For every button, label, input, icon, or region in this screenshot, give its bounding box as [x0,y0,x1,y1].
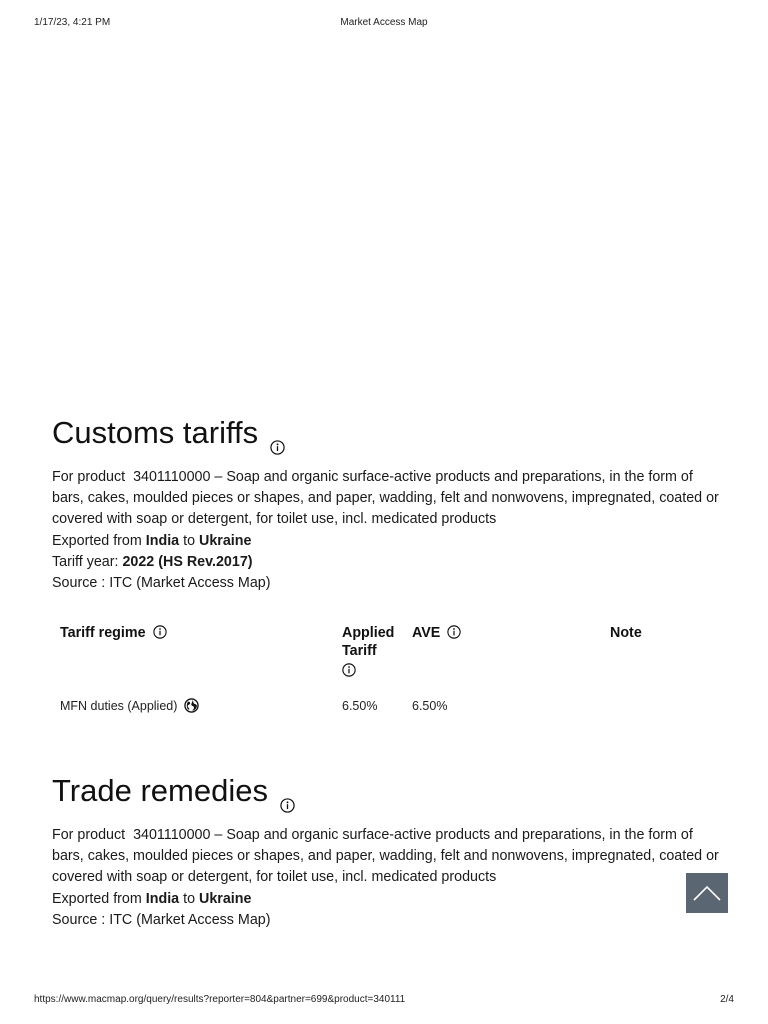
trade-remedies-section [52,773,722,931]
tariff-year-label: Tariff year: [52,553,123,570]
trade-remedies-title [52,773,722,809]
header-ave-label: AVE [412,625,441,641]
header-tariff-regime [60,624,167,642]
exported-label: Exported from [52,532,146,549]
scroll-to-top-button[interactable] [686,873,728,913]
info-circle-icon[interactable] [447,625,461,639]
customs-source: Source : ITC (Market Access Map) [52,575,271,592]
remedies-exported-line [52,889,722,910]
customs-tariffs-section [52,415,722,594]
header-tariff-regime-label: Tariff regime [60,625,146,641]
header-applied-line2: Tariff [342,643,377,659]
info-circle-icon[interactable] [270,427,285,442]
info-circle-icon[interactable] [280,785,295,800]
to-country: Ukraine [199,532,252,549]
print-page-number: 2/4 [720,994,734,1005]
customs-tariffs-title [52,415,722,451]
exported-label: Exported from [52,890,146,907]
row-applied-tariff: 6.50% [342,699,378,713]
row-ave: 6.50% [412,699,448,713]
header-applied-tariff [342,624,402,680]
product-prefix: For product [52,827,134,843]
print-datetime: 1/17/23, 4:21 PM [34,17,111,28]
tariff-year-value: 2022 (HS Rev.2017) [122,553,253,570]
from-country: India [145,532,180,549]
to-country: Ukraine [199,890,252,907]
globe-icon[interactable] [184,698,199,713]
customs-tariff-year-line [52,552,722,573]
print-page-title: Market Access Map [340,17,428,28]
trade-remedies-title-text: Trade remedies [52,773,268,808]
customs-exported-line [52,531,722,552]
remedies-product-description [52,825,722,889]
from-country: India [145,890,180,907]
table-row-regime [60,697,199,715]
header-applied-line1: Applied [342,625,395,641]
product-text: 3401110000 – Soap and organic surface-active products and preparations, in the form of bars, cakes, moulded pieces or shapes, and paper, wadding, felt and nonwovens, impregnated, coated or covered with soap or detergent, for toilet use, incl. medicated products [52,469,719,528]
header-note: Note [610,625,642,641]
customs-product-description [52,467,722,531]
remedies-source: Source : ITC (Market Access Map) [52,911,271,928]
to-label: to [179,532,200,549]
info-circle-icon[interactable] [153,625,167,639]
customs-tariffs-title-text: Customs tariffs [52,415,259,450]
header-ave [412,624,461,642]
row-regime-label: MFN duties (Applied) [60,699,178,713]
print-url: https://www.macmap.org/query/results?reporter=804&partner=699&product=340111 [34,994,406,1005]
info-circle-icon[interactable] [342,663,356,677]
product-text: 3401110000 – Soap and organic surface-active products and preparations, in the form of bars, cakes, moulded pieces or shapes, and paper, wadding, felt and nonwovens, impregnated, coated or covered with soap or detergent, for toilet use, incl. medicated products [52,827,719,886]
to-label: to [179,890,200,907]
chevron-up-icon [686,873,728,913]
product-prefix: For product [52,469,134,485]
